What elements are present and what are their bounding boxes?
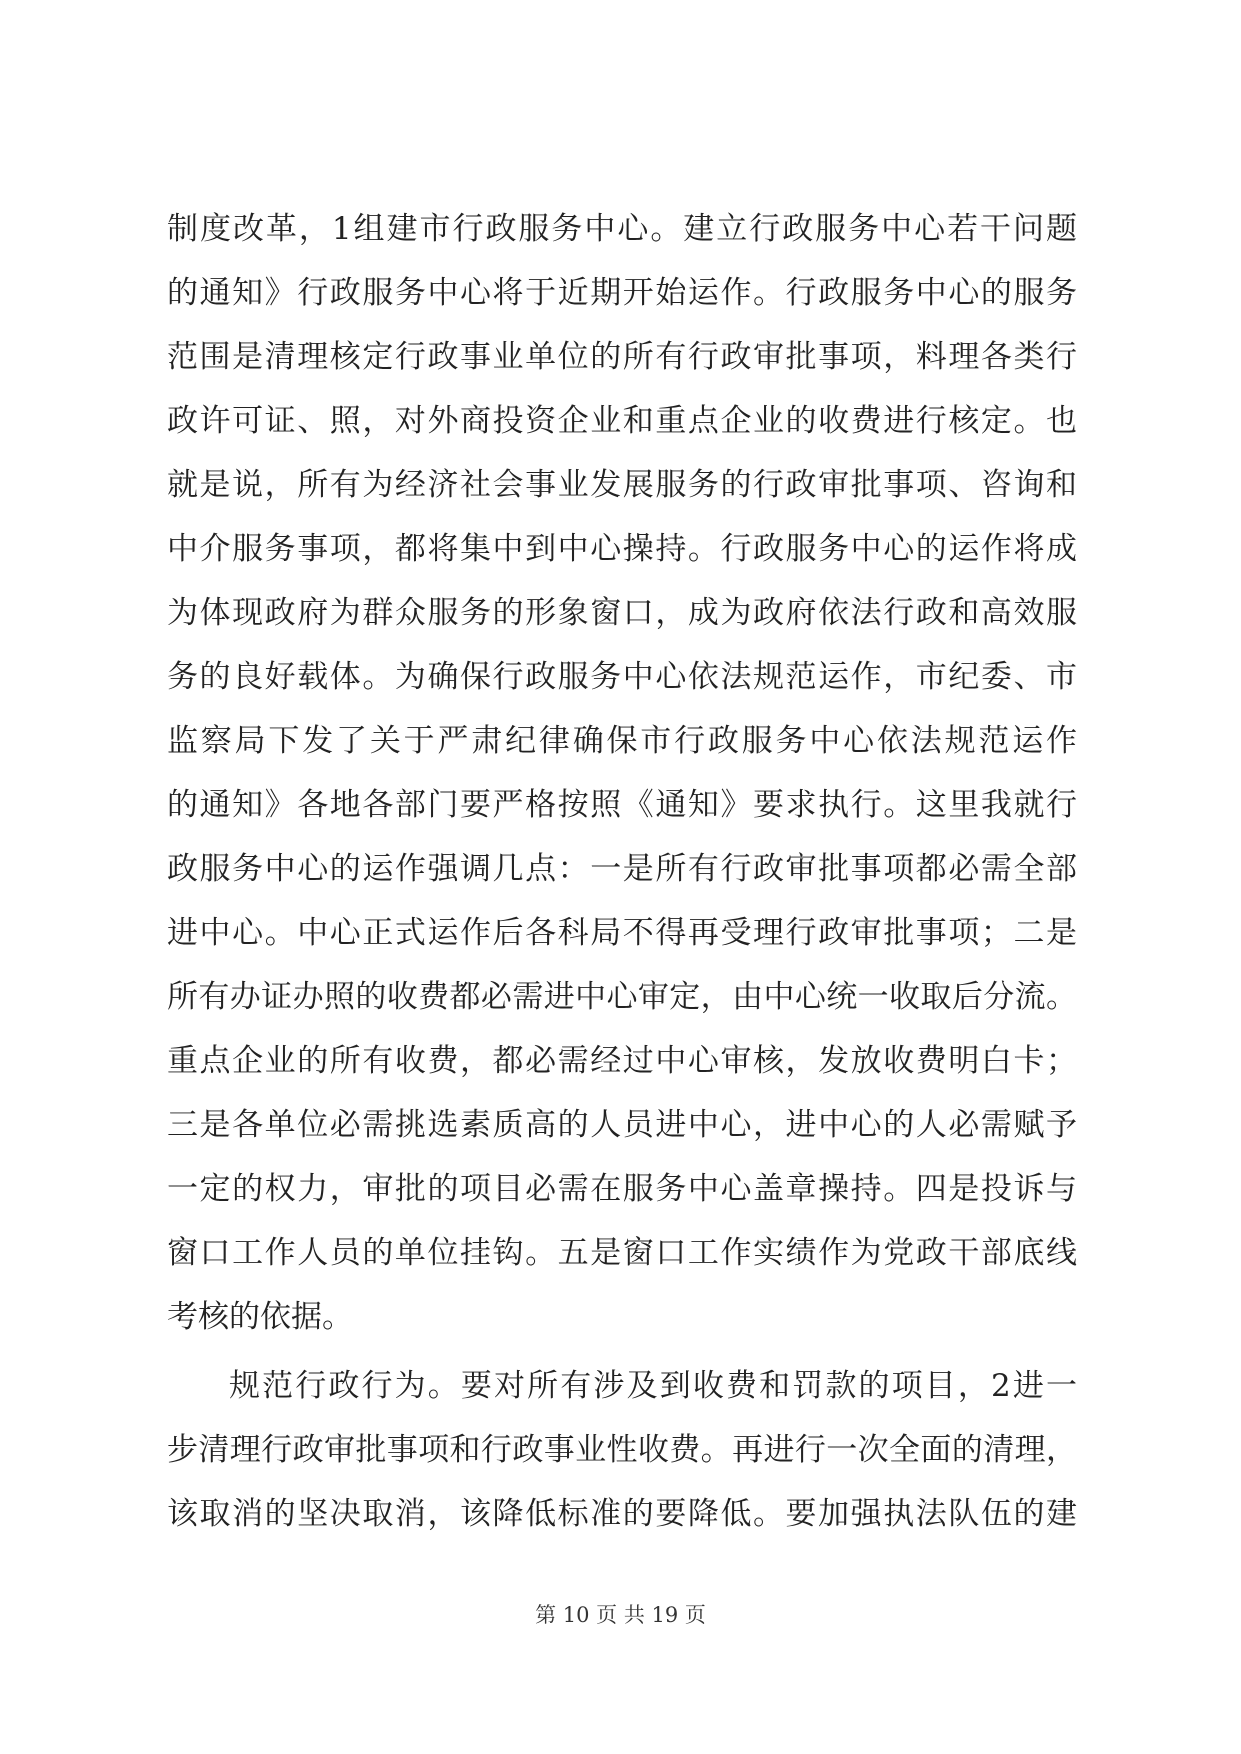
paragraph-1-line-6: 中介服务事项，都将集中到中心操持。行政服务中心的运作将成 [167, 531, 1077, 567]
paragraph-1-line-12: 进中心。中心正式运作后各科局不得再受理行政审批事项；二是 [167, 915, 1077, 951]
paragraph-1-line-15: 三是各单位必需挑选素质高的人员进中心，进中心的人必需赋予 [167, 1107, 1077, 1143]
paragraph-1-line-17: 窗口工作人员的单位挂钩。五是窗口工作实绩作为党政干部底线 [167, 1235, 1077, 1271]
paragraph-1-line-8: 务的良好载体。为确保行政服务中心依法规范运作，市纪委、市 [167, 659, 1077, 695]
paragraph-1-line-16: 一定的权力，审批的项目必需在服务中心盖章操持。四是投诉与 [167, 1171, 1077, 1207]
paragraph-1-line-4: 政许可证、照，对外商投资企业和重点企业的收费进行核定。也 [167, 403, 1077, 439]
paragraph-2-line-3: 该取消的坚决取消，该降低标准的要降低。要加强执法队伍的建 [167, 1496, 1077, 1532]
paragraph-1-line-13: 所有办证办照的收费都必需进中心审定，由中心统一收取后分流。 [167, 979, 1077, 1015]
paragraph-2-line-1: 规范行政行为。要对所有涉及到收费和罚款的项目，2进一 [229, 1368, 1077, 1404]
paragraph-2-line-2: 步清理行政审批事项和行政事业性收费。再进行一次全面的清理， [167, 1432, 1077, 1468]
paragraph-1-line-5: 就是说，所有为经济社会事业发展服务的行政审批事项、咨询和 [167, 467, 1077, 503]
paragraph-1-line-14: 重点企业的所有收费，都必需经过中心审核，发放收费明白卡； [167, 1043, 1077, 1079]
paragraph-1-line-3: 范围是清理核定行政事业单位的所有行政审批事项，料理各类行 [167, 339, 1077, 375]
paragraph-1-line-1: 制度改革，1组建市行政服务中心。建立行政服务中心若干问题 [167, 211, 1077, 247]
paragraph-1-line-18: 考核的依据。 [167, 1299, 353, 1335]
paragraph-1-line-9: 监察局下发了关于严肃纪律确保市行政服务中心依法规范运作 [167, 723, 1077, 759]
paragraph-1-line-7: 为体现政府为群众服务的形象窗口，成为政府依法行政和高效服 [167, 595, 1077, 631]
paragraph-1-line-11: 政服务中心的运作强调几点：一是所有行政审批事项都必需全部 [167, 851, 1077, 887]
page-number-footer: 第 10 页 共 19 页 [535, 1603, 706, 1627]
paragraph-1-line-2: 的通知》行政服务中心将于近期开始运作。行政服务中心的服务 [167, 275, 1077, 311]
paragraph-1-line-10: 的通知》各地各部门要严格按照《通知》要求执行。这里我就行 [167, 787, 1077, 823]
